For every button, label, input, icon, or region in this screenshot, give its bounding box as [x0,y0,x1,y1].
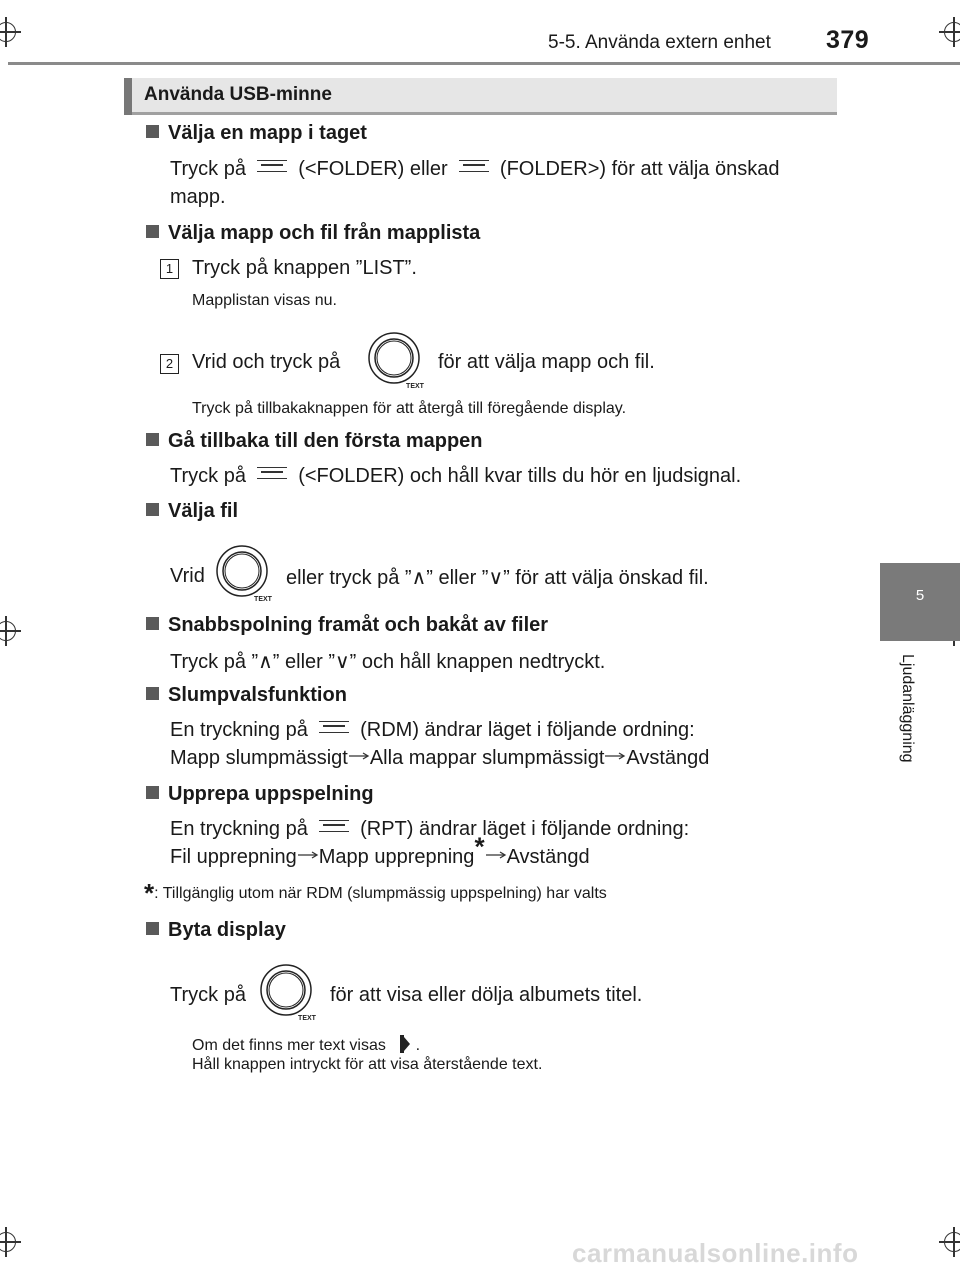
text-line [170,818,689,841]
heading-change-display [146,919,286,942]
registration-mark [944,1232,960,1252]
step-number-box: 2 [160,354,179,374]
footnote-text: : Tillgänglig utom när RDM (slumpmässig uppspelning) har valts [154,885,607,902]
arrow-right-icon [604,751,626,761]
text-line [170,747,709,770]
knob-label: TEXT [254,596,272,603]
chapter-label-container [896,654,920,854]
note-text [192,1033,420,1055]
text-line: mapp. [170,186,226,208]
knob-label: TEXT [406,383,424,390]
note-text: Mapplistan visas nu. [192,292,337,309]
text-line: Tryck på [170,984,246,1006]
heading-text: Gå tillbaka till den första mappen [168,430,483,452]
text: En tryckning på [170,719,308,741]
heading-repeat [146,783,374,806]
knob-label: TEXT [298,1015,316,1022]
registration-mark [944,22,960,42]
text-line [170,831,590,869]
chapter-tab [880,563,960,641]
text-line: Vrid [170,565,205,587]
text: Tryck på [170,465,246,487]
watermark: carmanualsonline.info [572,1238,859,1268]
bullet-square-icon [146,687,159,700]
heading-text: Slumpvalsfunktion [168,684,347,706]
bullet-square-icon [146,225,159,238]
text: (RPT) ändrar läget i följande ordning: [360,818,690,840]
arrow-right-icon [485,850,507,860]
text: Avstängd [506,846,590,868]
registration-mark [0,621,16,641]
heading-text: Snabbspolning framåt och bakåt av filer [168,614,549,636]
heading-select-file [146,500,238,523]
bullet-square-icon [146,125,159,138]
arrow-right-icon [297,850,319,860]
chapter-label: Ljudanläggning [899,654,916,763]
text: Om det finns mer text visas [192,1037,386,1054]
text-line: för att visa eller dölja albumets titel. [330,984,643,1006]
rdm-button-icon [319,721,349,733]
header-rule [8,62,960,65]
footnote-marker: * [474,831,485,862]
text: (<FOLDER) och håll kvar tills du hör en ljudsignal. [298,465,742,487]
text-line: eller tryck på ”∧” eller ”∨” för att välja önskad fil. [286,567,709,589]
bullet-square-icon [146,503,159,516]
tune-knob-icon [366,330,428,392]
section-header [124,78,837,115]
folder-prev-button-icon [257,467,287,479]
heading-text: Upprepa uppspelning [168,783,374,805]
registration-mark [0,22,16,42]
text: Avstängd [626,747,710,769]
rpt-button-icon [319,820,349,832]
page-number: 379 [826,26,870,54]
chapter-number: 5 [915,587,925,604]
heading-fast-forward [146,614,548,637]
arrow-right-icon [348,751,370,761]
more-text-arrow-icon [399,1033,411,1055]
footnote-star: * [144,878,155,908]
step-text: Vrid och tryck på [192,351,341,373]
text: Tryck på [170,158,246,180]
step-text: Tryck på knappen ”LIST”. [192,257,417,279]
text: . [415,1037,421,1054]
heading-random [146,684,347,707]
step-number-box: 1 [160,259,179,279]
section-title: Använda USB-minne [144,84,332,105]
text: (<FOLDER) eller [298,158,448,180]
text-line [170,465,741,488]
text: (FOLDER>) för att välja önskad [499,158,780,180]
text: (RDM) ändrar läget i följande ordning: [360,719,695,741]
heading-text: Välja fil [168,500,239,522]
text-line [170,719,695,742]
heading-select-folder [146,122,367,145]
running-head: 5-5. Använda extern enhet [548,32,771,53]
text: En tryckning på [170,818,308,840]
note-text: Håll knappen intryckt för att visa återstående text. [192,1056,543,1073]
bullet-square-icon [146,433,159,446]
step-text: för att välja mapp och fil. [438,351,655,373]
note-text: Tryck på tillbakaknappen för att återgå till föregående display. [192,400,627,417]
footnote [144,878,607,909]
registration-mark [0,1232,16,1252]
text: Alla mappar slumpmässigt [369,747,605,769]
heading-folder-list [146,222,480,245]
heading-text: Välja mapp och fil från mapplista [168,222,481,244]
text: Mapp upprepning [318,846,475,868]
tune-knob-icon [214,543,276,605]
bullet-square-icon [146,922,159,935]
text: Fil upprepning [170,846,297,868]
heading-text: Byta display [168,919,286,941]
bullet-square-icon [146,617,159,630]
heading-first-folder [146,430,483,453]
text-line: Tryck på ”∧” eller ”∨” och håll knappen nedtryckt. [170,651,606,673]
folder-prev-button-icon [257,160,287,172]
folder-next-button-icon [459,160,489,172]
text-line [170,158,779,181]
tune-knob-icon [258,962,320,1024]
bullet-square-icon [146,786,159,799]
text: Mapp slumpmässigt [170,747,348,769]
heading-text: Välja en mapp i taget [168,122,367,144]
